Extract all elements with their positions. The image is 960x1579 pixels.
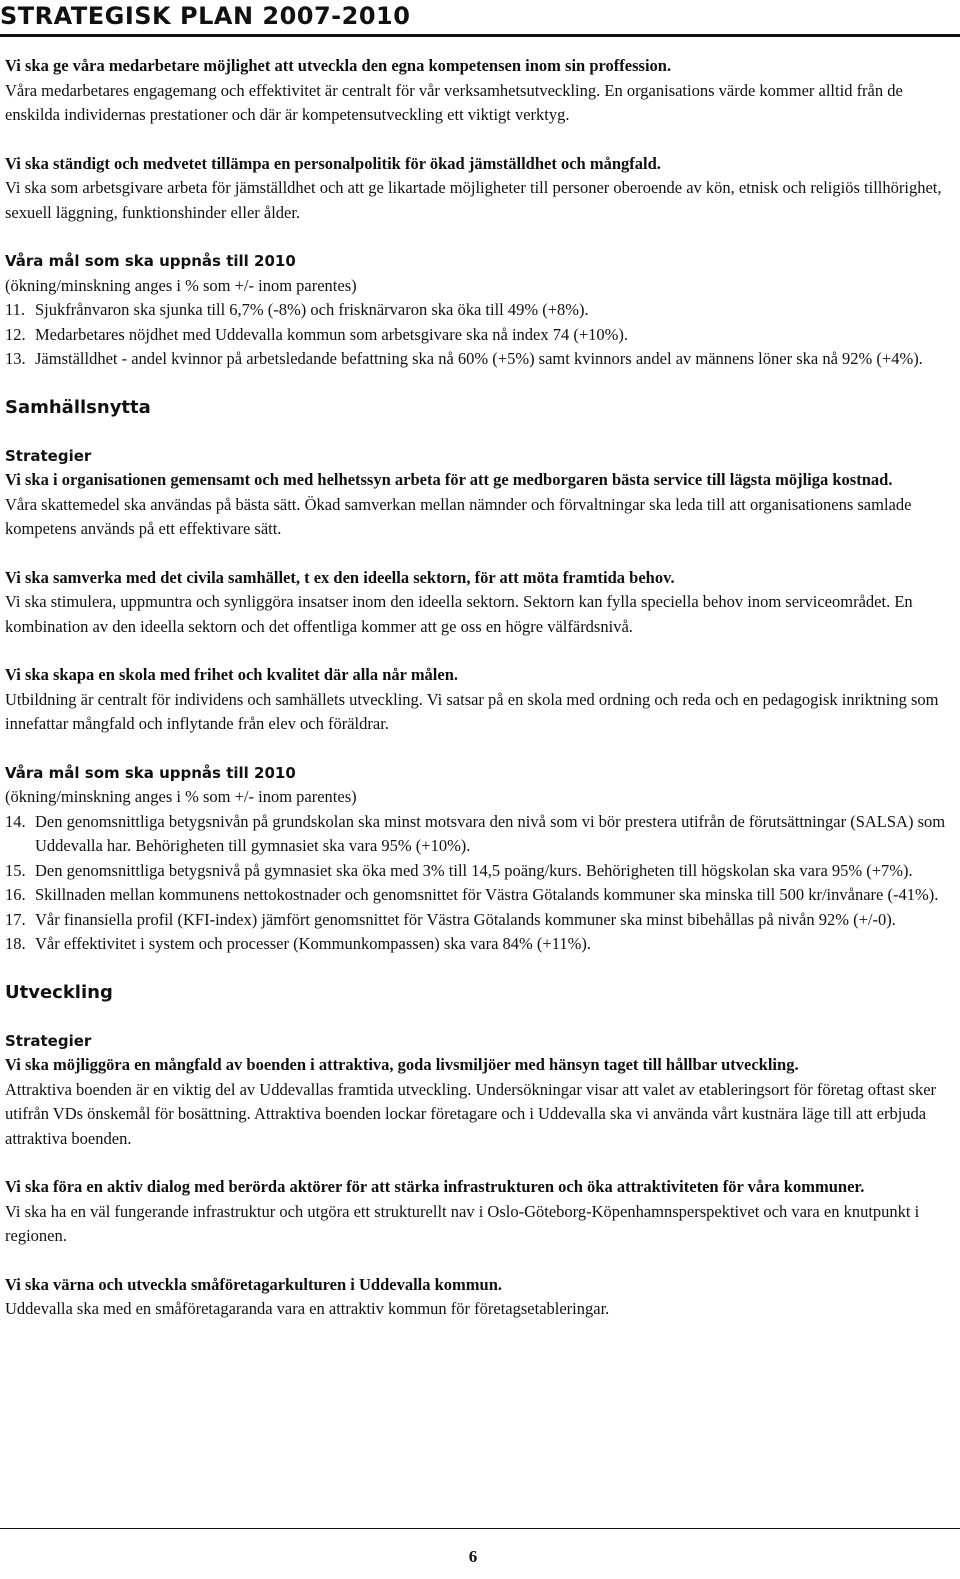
goals-heading: Våra mål som ska uppnås till 2010 (5, 252, 296, 270)
goal-item: 11. Sjukfrånvaron ska sjunka till 6,7% (-8%) och frisknärvaron ska öka till 49% (+8%). (5, 300, 589, 319)
goal-item: 13. Jämställdhet - andel kvinnor på arbetsledande befattning ska nå 60% (+5%) samt kvinnors andel av männens löner ska nå 92% (+4%). (5, 349, 923, 368)
page-header (0, 0, 960, 37)
strategy-heading: Vi ska värna och utveckla småföretagarkulturen i Uddevalla kommun. (5, 1274, 503, 1294)
paragraph-heading-equality: Vi ska ständigt och medvetet tillämpa en personalpolitik för ökad jämställdhet och mångfald. (5, 153, 661, 173)
paragraph-heading-competence: Vi ska ge våra medarbetare möjlighet att utveckla den egna kompetensen inom sin proffession. (5, 56, 672, 75)
goals-note: (ökning/minskning anges i % som +/- inom parentes) (5, 275, 357, 295)
goal-item: 14. Den genomsnittliga betygsnivån på grundskolan ska minst motsvara den nivå som vi bör prestera utifrån de förutsättningar (SALSA) som Uddevalla har. Behörigheten till gymnasiet ska vara 95% (+10%). (5, 811, 946, 855)
goal-item: 16. Skillnaden mellan kommunens nettokostnader och genomsnittet för Västra Götalands kommuner ska minska till 500 kr/invånare (-41%). (5, 885, 939, 904)
goals-note: (ökning/minskning anges i % som +/- inom parentes) (5, 787, 357, 806)
strategy-text: Vi ska ha en väl fungerande infrastruktur och utgöra ett strukturellt nav i Oslo-Göteborg-Köpenhamnsperspektivet och vara en knutpunkt i regionen. (5, 1201, 920, 1245)
goals-list (5, 298, 950, 372)
paragraph-equality: Vi ska som arbetsgivare arbeta för jämställdhet och att ge likartade möjligheter till personer oberoende av kön, etnisk och religiös tillhörighet, sexuell läggning, funktionshinder eller ålder. (5, 178, 942, 222)
goals-heading: Våra mål som ska uppnås till 2010 (5, 763, 296, 782)
strategy-heading: Vi ska föra en aktiv dialog med berörda aktörer för att stärka infrastrukturen och öka attraktiviteten för våra kommuner. (5, 1177, 865, 1196)
strategy-heading: Vi ska i organisationen gemensamt och med helhetssyn arbeta för att ge medborgaren bästa service till lägsta möjliga kostnad. (5, 470, 893, 489)
strategy-heading: Vi ska möjliggöra en mångfald av boenden i attraktiva, goda livsmiljöer med hänsyn taget till hållbar utveckling. (5, 1055, 799, 1074)
page-content (5, 54, 950, 1322)
strategy-text: Vi ska stimulera, uppmuntra och synliggöra insatser inom den ideella sektorn. Sektorn kan fylla speciella behov inom serviceområdet. En kombination av den ideella sektorn och det offentliga kommer att ge oss en högre välfärdsnivå. (5, 592, 913, 636)
strategies-label: Strategier (5, 446, 92, 465)
document-title: STRATEGISK PLAN 2007-2010 (0, 2, 411, 30)
goal-item: 17. Vår finansiella profil (KFI-index) jämfört genomsnittet för Västra Götalands kommuner ska minst bibehållas på nivån 92% (+/-0). (5, 909, 896, 929)
paragraph-competence: Våra medarbetares engagemang och effektivitet är centralt för vår verksamhetsutveckling. En organisations värde kommer alltid från de enskilda individernas prestationer och där är kompetensutveckling ett viktigt verktyg. (5, 80, 903, 124)
goal-item: 12. Medarbetares nöjdhet med Uddevalla kommun som arbetsgivare ska nå index 74 (+10%). (5, 324, 629, 344)
footer-divider (0, 1528, 960, 1529)
strategy-heading: Vi ska samverka med det civila samhället, t ex den ideella sektorn, för att möta framtida behov. (5, 567, 675, 587)
strategy-text: Utbildning är centralt för individens och samhällets utveckling. Vi satsar på en skola med ordning och reda och en pedagogisk inriktning som innefattar mångfald och inflytande från elev och föräldrar. (5, 689, 939, 733)
strategies-label: Strategier (5, 1031, 92, 1050)
section-heading-utveckling: Utveckling (5, 981, 113, 1003)
strategy-text: Våra skattemedel ska användas på bästa sätt. Ökad samverkan mellan nämnder och förvaltningar ska leda till att organisationens samlade kompetens används på ett effektivare sätt. (5, 494, 912, 538)
goal-item: 18. Vår effektivitet i system och processer (Kommunkompassen) ska vara 84% (+11%). (5, 934, 591, 953)
strategy-text: Attraktiva boenden är en viktig del av Uddevallas framtida utveckling. Undersökningar visar att valet av etableringsort för företag oftast sker utifrån VDs önskemål för bosättning. Attraktiva boenden lockar företagare och i Uddevalla ska vi använda vårt kustnära läge till att erbjuda attraktiva boenden. (5, 1079, 937, 1148)
strategy-heading: Vi ska skapa en skola med frihet och kvalitet där alla når målen. (5, 665, 459, 684)
strategy-text: Uddevalla ska med en småföretagaranda vara en attraktiv kommun för företagsetableringar. (5, 1299, 610, 1318)
goal-item: 15. Den genomsnittliga betygsnivå på gymnasiet ska öka med 3% till 14,5 poäng/kurs. Behörigheten till högskolan ska vara 95% (+7%). (5, 860, 913, 880)
page-number: 6 (468, 1547, 478, 1566)
section-heading-samhallsnytta: Samhällsnytta (5, 396, 151, 418)
goals-list (5, 810, 950, 957)
